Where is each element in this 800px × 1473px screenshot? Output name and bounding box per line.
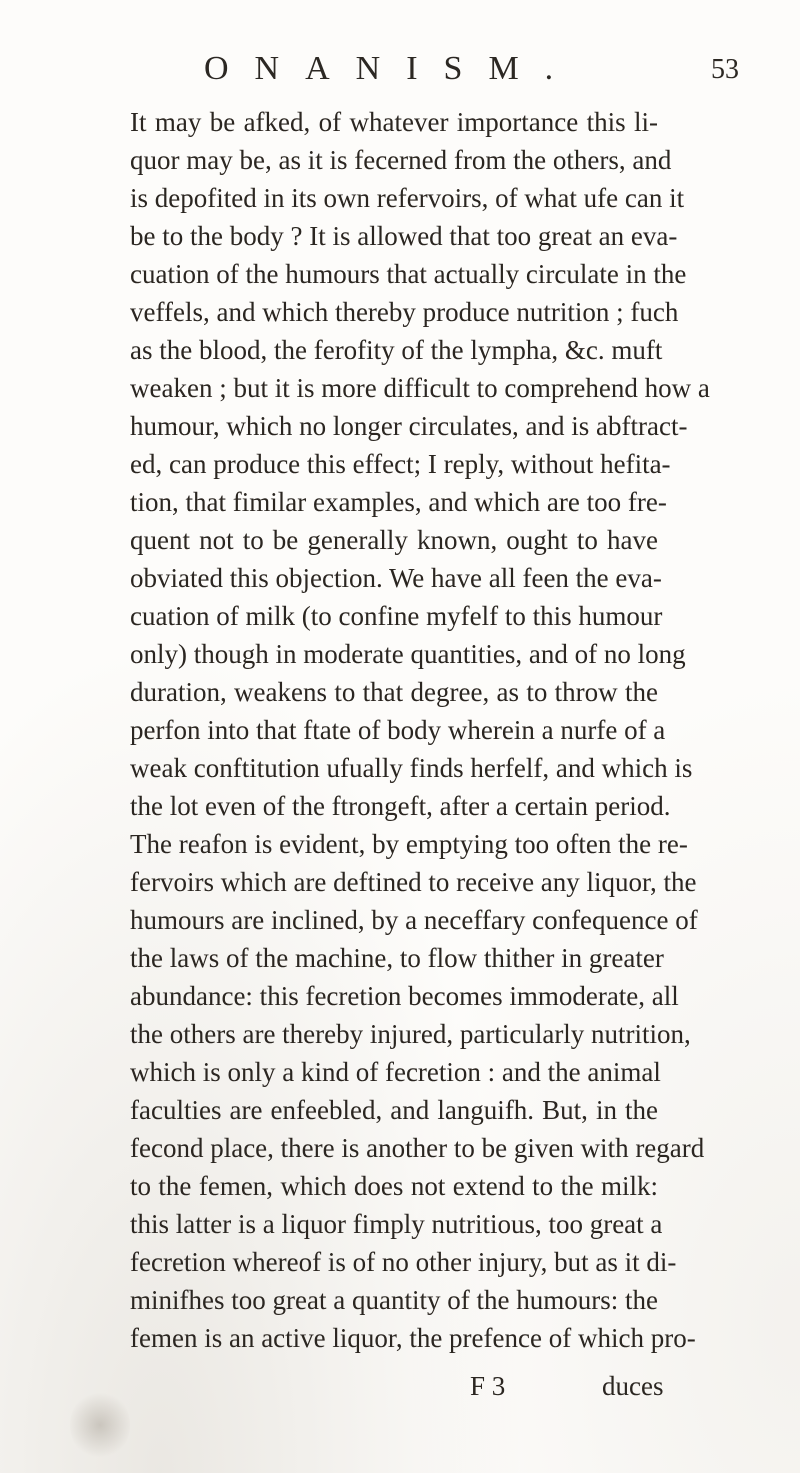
text-line: quor may be, as it is fecerned from the others, and (130, 145, 672, 175)
text-line: humours are inclined, by a neceffary confequence of (130, 905, 698, 935)
text-line: faculties are enfeebled, and languifh. But, in the (130, 1095, 658, 1125)
text-line: the laws of the machine, to flow thither in greater (130, 943, 664, 973)
text-line: cuation of milk (to confine myfelf to this humour (130, 601, 663, 631)
catchword: duces (602, 1371, 664, 1401)
text-line: obviated this objection. We have all feen the eva- (130, 563, 662, 593)
text-line: as the blood, the ferofity of the lympha, &c. muft (130, 335, 663, 365)
text-line: fecond place, there is another to be given with regard (130, 1133, 705, 1163)
running-head (0, 50, 800, 90)
text-line: the others are thereby injured, particularly nutrition, (130, 1019, 691, 1049)
text-line: veffels, and which thereby produce nutrition ; fuch (130, 297, 679, 327)
text-line: ed, can produce this effect; I reply, without hefita- (130, 449, 671, 479)
text-line: is depofited in its own refervoirs, of what ufe can it (130, 183, 685, 213)
page-number: 53 (711, 54, 739, 85)
text-line: the lot even of the ftrongeft, after a certain period. (130, 791, 671, 821)
text-line: duration, weakens to that degree, as to throw the (130, 677, 658, 707)
text-line: femen is an active liquor, the prefence of which pro- (130, 1323, 696, 1353)
text-line: perfon into that ftate of body wherein a nurfe of a (130, 715, 666, 745)
ink-smudge (70, 1390, 130, 1460)
text-line: tion, that fimilar examples, and which are too fre- (130, 487, 667, 517)
text-line: The reafon is evident, by emptying too often the re- (130, 829, 688, 859)
text-line: only) though in moderate quantities, and of no long (130, 639, 686, 669)
text-line: minifhes too great a quantity of the humours: the (130, 1285, 658, 1315)
text-line: humour, which no longer circulates, and is abftract- (130, 411, 688, 441)
text-line: quent not to be generally known, ought to have (130, 525, 658, 555)
text-line: be to the body ? It is allowed that too great an eva- (130, 221, 678, 251)
text-line: weak conftitution ufually finds herfelf, and which is (130, 753, 693, 783)
text-line: this latter is a liquor fimply nutritious, too great a (130, 1209, 663, 1239)
text-line: fervoirs which are deftined to receive any liquor, the (130, 867, 697, 897)
text-line: fecretion whereof is of no other injury, but as it di- (130, 1247, 677, 1277)
text-line: weaken ; but it is more difficult to comprehend how a (130, 373, 710, 403)
text-line: cuation of the humours that actually circulate in the (130, 259, 687, 289)
signature-mark: F 3 (470, 1371, 506, 1401)
text-line: It may be afked, of whatever importance this li- (130, 107, 658, 137)
text-line: which is only a kind of fecretion : and the animal (130, 1057, 661, 1087)
text-line: abundance: this fecretion becomes immoderate, all (130, 981, 679, 1011)
text-line: to the femen, which does not extend to the milk: (130, 1171, 658, 1201)
running-title: ONANISM. (204, 50, 580, 87)
